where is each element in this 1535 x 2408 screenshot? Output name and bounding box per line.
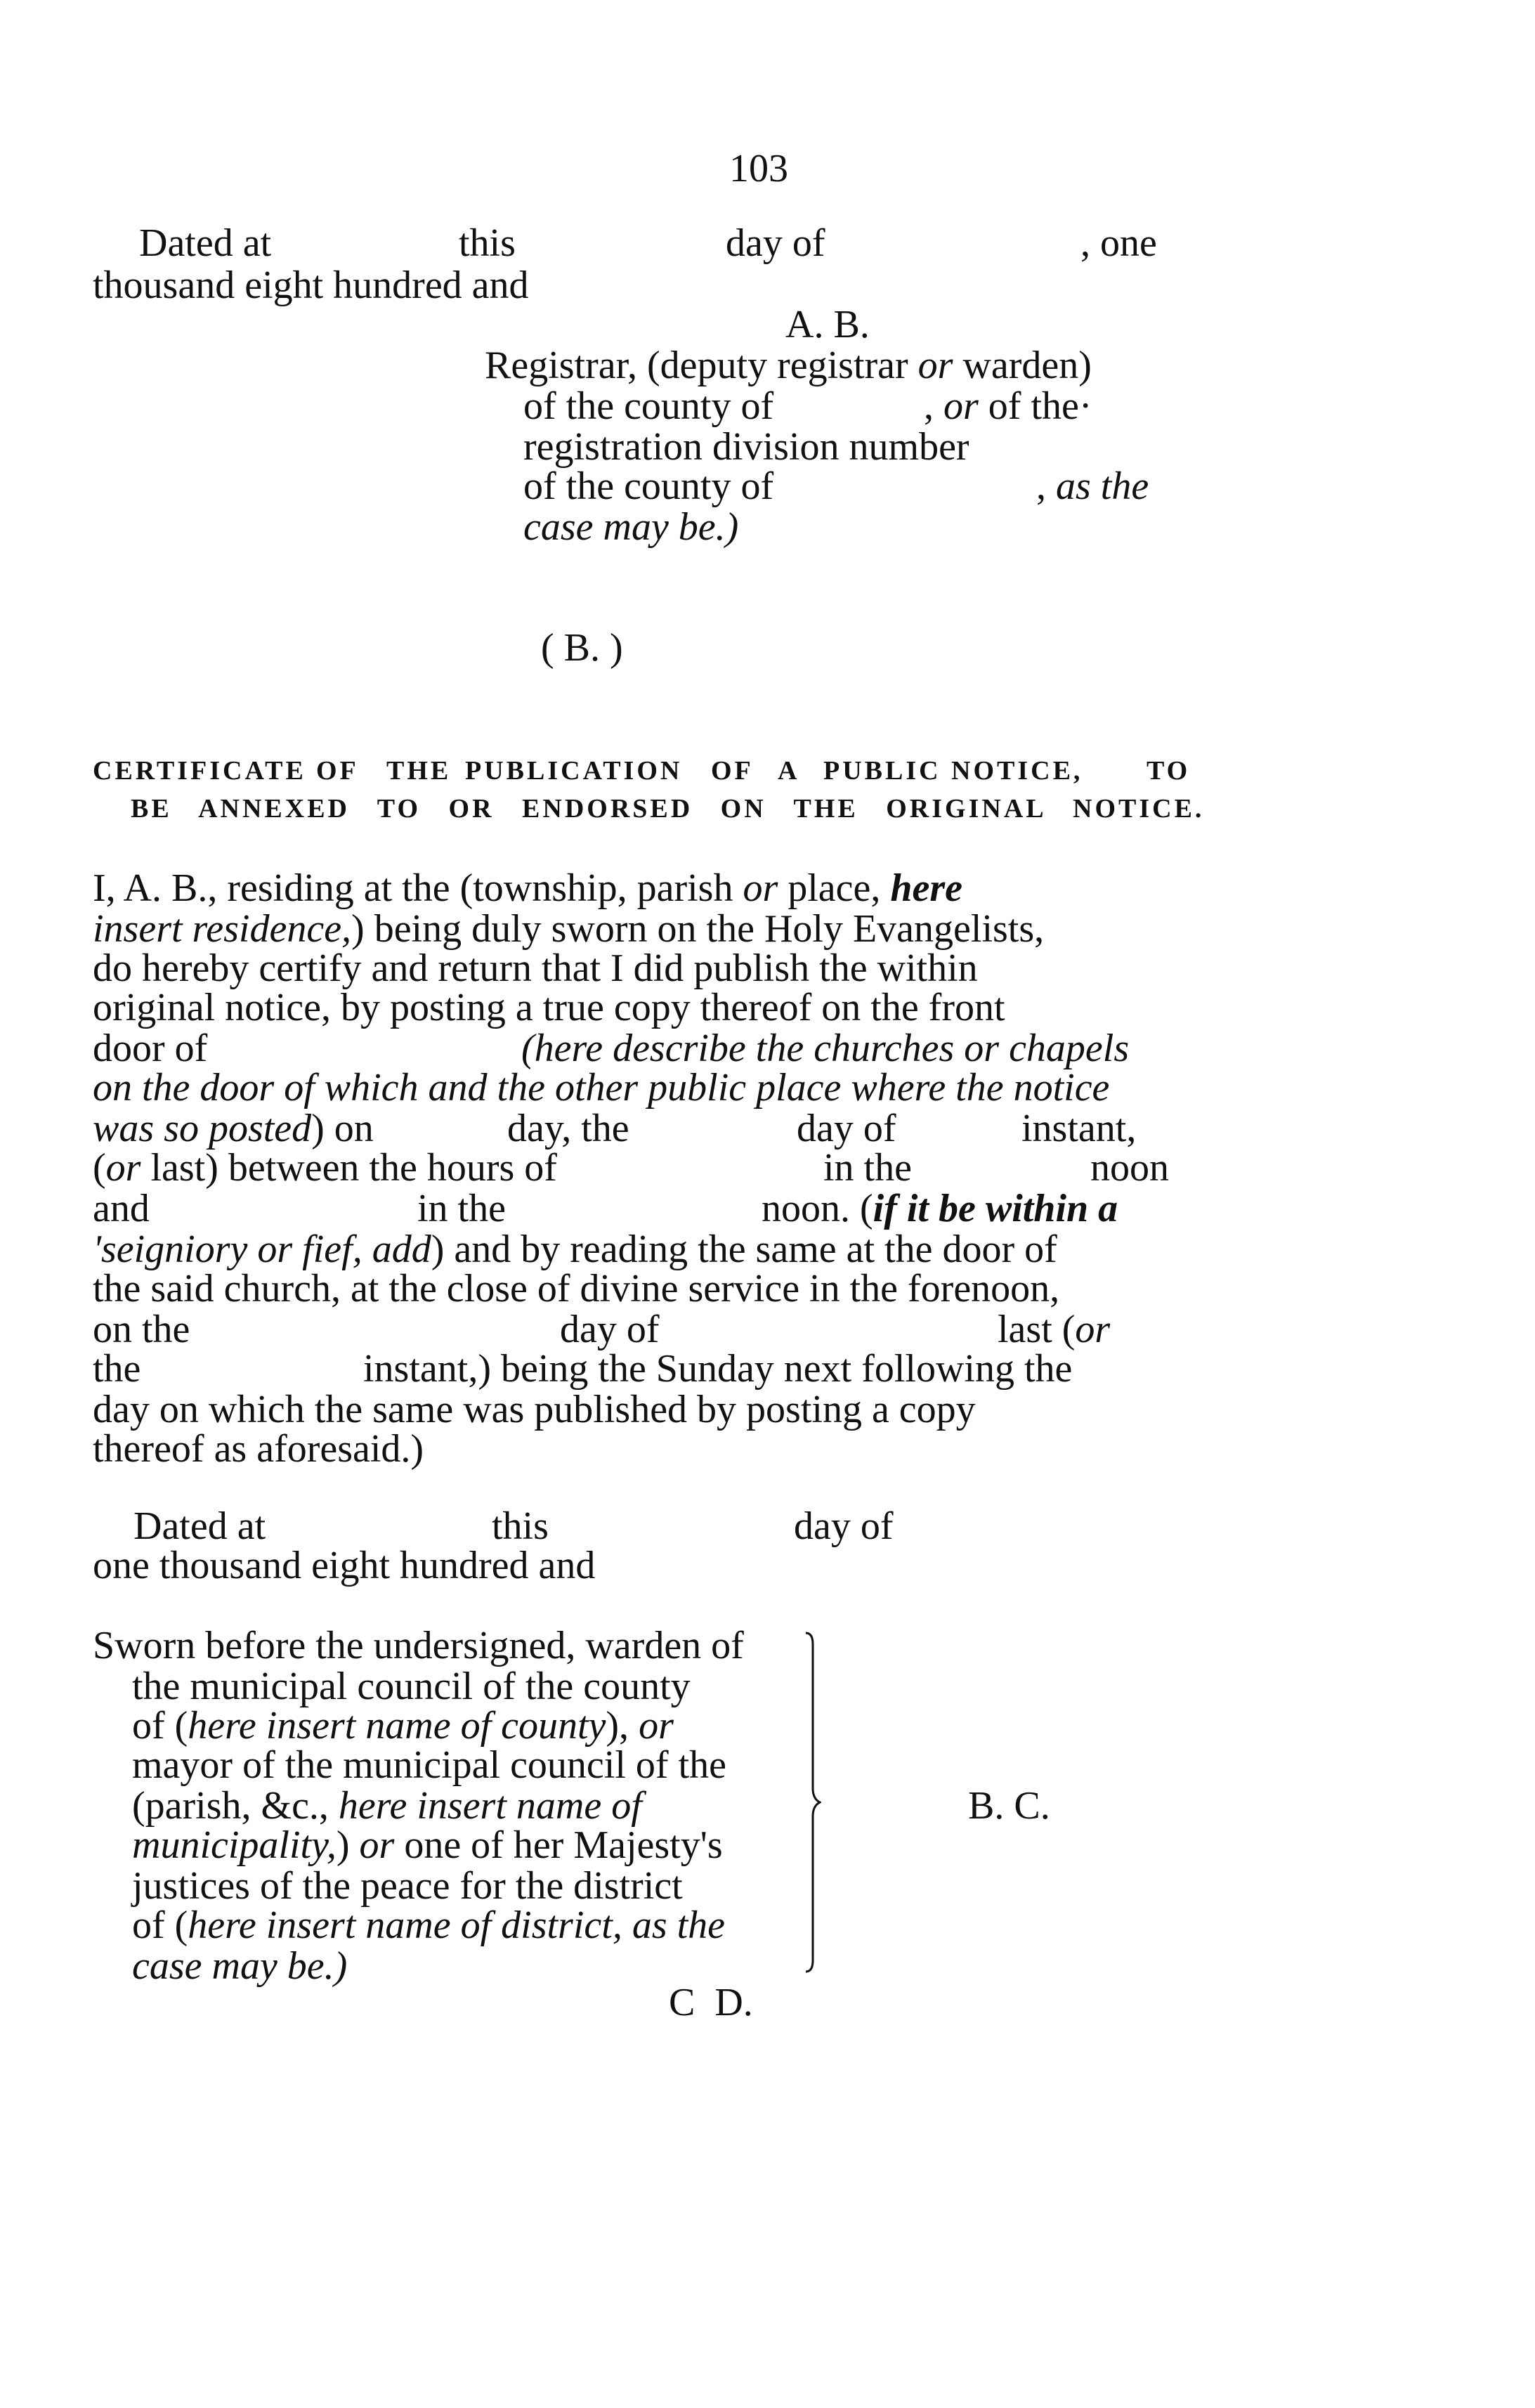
sworn-line-5: (parish, &c., here insert name of (132, 1784, 642, 1828)
sworn-line-6: municipality,) or one of her Majesty's (132, 1823, 723, 1867)
body-line-2: insert residence,) being duly sworn on the Holy Evangelists, (93, 907, 1045, 951)
certificate-heading-line-2: BE ANNEXED TO OR ENDORSED ON THE ORIGINAL NOTICE. (131, 794, 1205, 824)
body-line-10: 'seigniory or fief, add) and by reading the same at the door of (93, 1228, 1057, 1271)
body-line-6: on the door of which and the other public place where the notice (93, 1066, 1110, 1109)
sworn-line-9: case may be.) (132, 1944, 348, 1988)
sworn-line-8: of (here insert name of district, as the (132, 1903, 726, 1947)
certificate-heading-line-1: CERTIFICATE OF THE PUBLICATION OF A PUBLIC NOTICE, TO (93, 756, 1191, 786)
body-line-1: I, A. B., residing at the (township, parish or place, here (93, 866, 963, 910)
registrar-line-1: Registrar, (deputy registrar or warden) (485, 344, 1092, 387)
sworn-line-3: of (here insert name of county), or (132, 1704, 674, 1748)
curly-brace (804, 1630, 821, 1974)
registrar-line-5: case may be.) (523, 505, 739, 549)
